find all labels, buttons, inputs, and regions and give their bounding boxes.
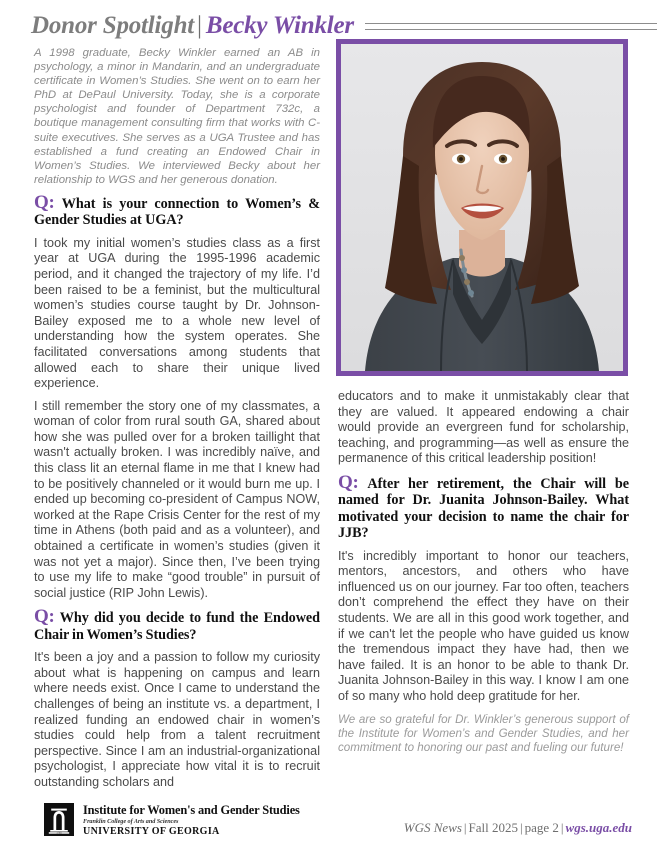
page-title (31, 13, 354, 38)
footer-separator-3: | (560, 820, 564, 835)
q-marker: Q: (34, 191, 55, 213)
closing-note: We are so grateful for Dr. Winkler’s generous support of the Institute for Women’s and Gender Studies, and her commitment to honoring our past and fueling our future! (338, 712, 629, 754)
masthead-divider-rule (365, 23, 657, 30)
page-title-section: Donor Spotlight (31, 11, 195, 39)
portrait-illustration (341, 44, 623, 371)
answer-1-paragraph-2: I still remember the story one of my classmates, a woman of color from rural south GA, shared about how she was pulled over for a broken taillight that wasn't actually broken. I was incredibly naïve, and this class lit an eternal flame in me that I knew had to be positively channeled or it would burn me up. I ended up becoming co-president of Campus NOW, worked at the Rape Crisis Center for the rest of my time in Athens (both paid and as a volunteer), and obtained a certificate in women’s studies (given it was not yet a major). Since then, I’ve been trying to use my life to make “good trouble” in pursuit of social justice (RIP John Lewis). (34, 398, 320, 600)
portrait-photo (336, 39, 628, 376)
answer-3-paragraph-1: It's incredibly important to honor our teachers, mentors, ancestors, and others who have influenced us on our journey. Far too often, teachers don’t comprehend the effect they have on their students. We are all in this good work together, and if we can't let the people who have guided us know the tremendous impact they have had, then we have failed. It is an honor to be able to thank Dr. Juanita Johnson-Bailey in this way. I know I am one of so many who hold deep gratitude for her. (338, 548, 629, 703)
logo-wordmark (83, 803, 300, 838)
svg-text:1785: 1785 (56, 831, 62, 835)
uga-arch-icon (44, 803, 74, 836)
footer-publication: WGS News (403, 820, 462, 835)
left-column (34, 46, 320, 791)
question-3-text: After her retirement, the Chair will be named for Dr. Juanita Johnson-Bailey. What motivated your decision to name the chair for JJB? (338, 475, 629, 542)
uga-arch-glyph (44, 803, 74, 836)
answer-1-paragraph-1: I took my initial women’s studies class as a first year at UGA during the 1995-1996 academic period, and it changed the trajectory of my life. I’d been raised to be a feminist, but the multicultural women’s studies course taught by Dr. Johnson-Bailey exposed me to a whole new level of understanding how the system operates. She facilitated conversations among students that allowed each to share their unique lived experience. (34, 235, 320, 391)
answer-2-paragraph-2: educators and to make it unmistakably clear that they are valued. It appeared endowing a chair would provide an evergreen fund for scholarship, teaching, and programming—as well as ensure the permanence of this critical leadership position! (338, 389, 629, 466)
footer-separator-2: | (520, 820, 523, 835)
right-column (338, 389, 629, 755)
footer-separator-1: | (463, 820, 467, 835)
intro-paragraph: A 1998 graduate, Becky Winkler earned an AB in psychology, a minor in Mandarin, and an undergraduate certificate in Women’s Studies. She went on to earn her PhD at DePaul University. Today, she is a corporate psychologist and founder of Department 732c, a boutique management consulting firm that works with C-suite executives. She serves as a UGA Trustee and has established a fund creating an Endowed Chair in Women’s Studies. We interviewed Becky about her relationship to WGS and her generous donation. (34, 47, 320, 186)
answer-2-paragraph-1: It's been a joy and a passion to follow my curiosity about what is happening on campus and learn where needs exist. Once I came to understand the challenges of being an institute vs. a department, I realized funding an endowed chair in women’s studies could help from a talent recruitment perspective. Since I am an industrial-organizational psychologist, I appreciate how vital it is to recruit outstanding scholars and (34, 650, 320, 789)
footer-website-url[interactable]: wgs.uga.edu (565, 820, 632, 835)
question-2-text: Why did you decide to fund the Endowed Chair in Women’s Studies? (34, 610, 320, 643)
page-title-separator: | (197, 11, 202, 39)
q-marker: Q: (34, 606, 55, 628)
logo-institute-name: Institute for Women's and Gender Studies (83, 803, 300, 817)
footer-meta (404, 820, 632, 835)
question-1 (34, 191, 321, 229)
page-masthead (31, 8, 657, 42)
question-2 (34, 606, 320, 643)
footer-page-number: page 2 (524, 820, 559, 835)
logo-college-name: Franklin College of Arts and Sciences (83, 818, 179, 825)
question-3 (338, 471, 629, 542)
page-title-name: Becky Winkler (205, 11, 354, 39)
footer-logo (44, 803, 300, 838)
logo-university-name: UNIVERSITY OF GEORGIA (83, 826, 220, 837)
footer-issue: Fall 2025 (468, 820, 519, 835)
q-marker: Q: (338, 471, 359, 493)
question-1-text: What is your connection to Women’s & Gender Studies at UGA? (34, 195, 321, 229)
